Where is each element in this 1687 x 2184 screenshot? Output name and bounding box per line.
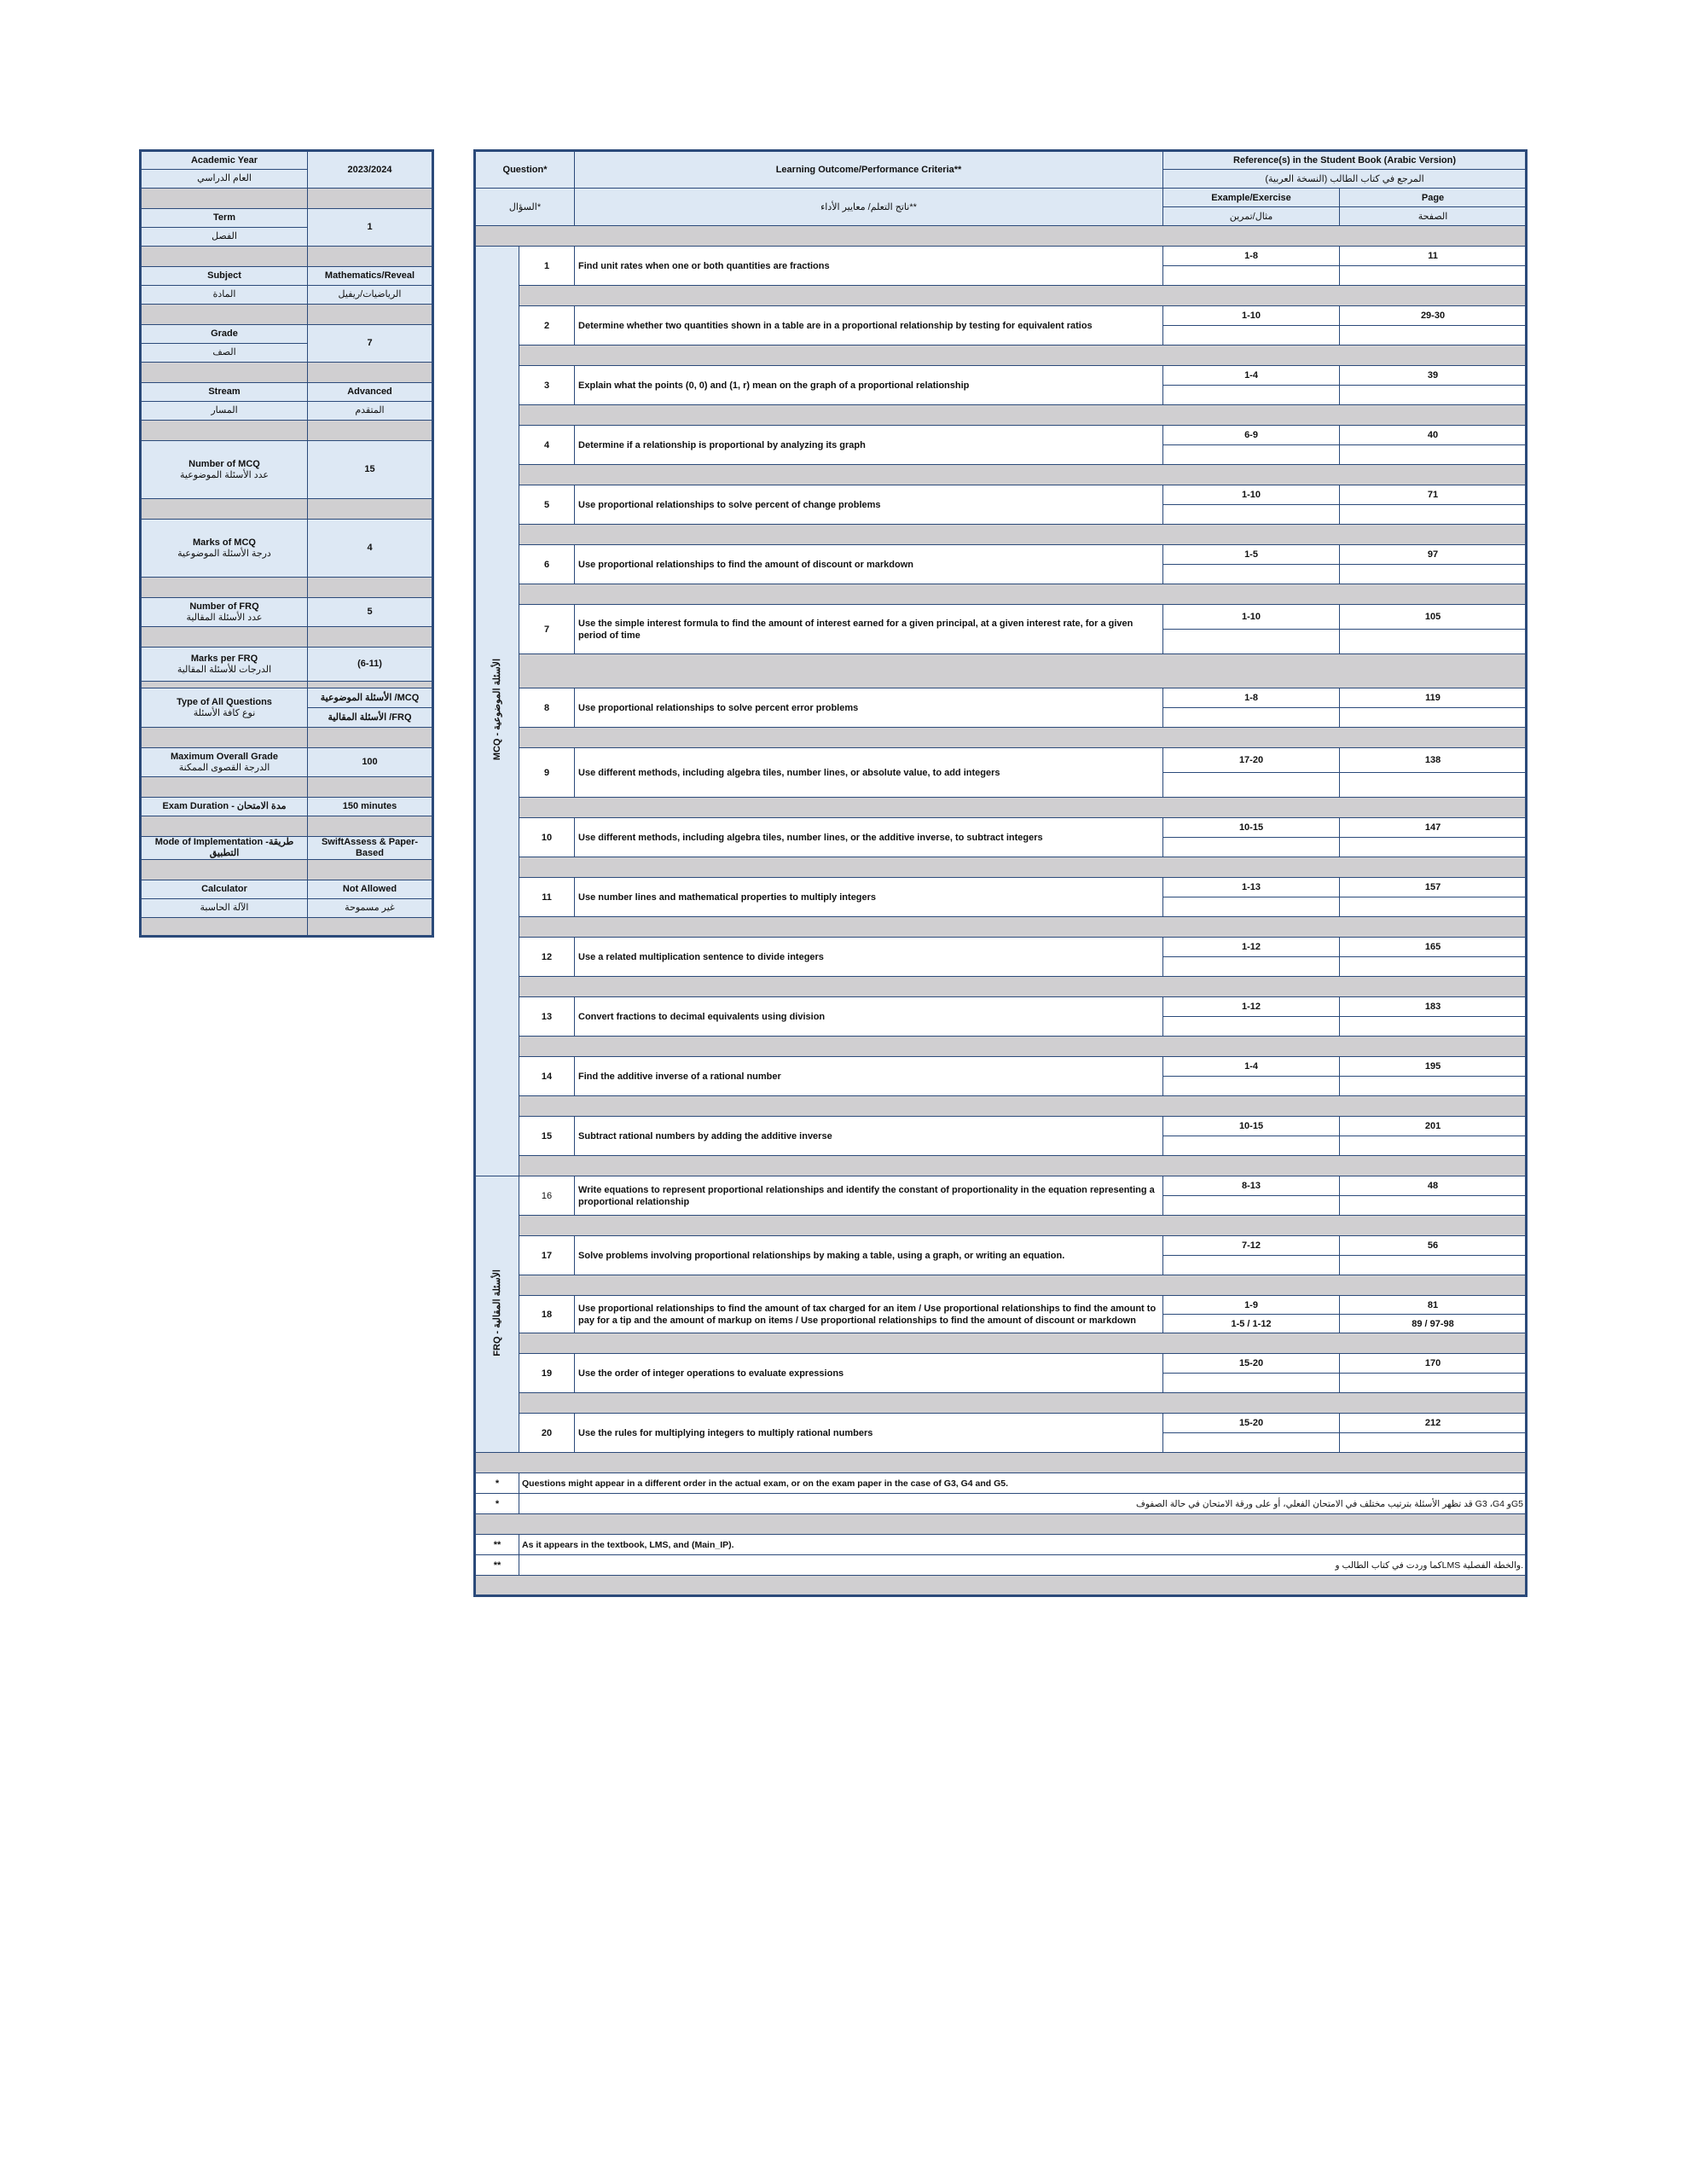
question-number: 1 [519,247,575,286]
question-row [475,1296,1527,1315]
example-exercise: 1-5 [1163,545,1340,565]
page-ref: 105 [1340,605,1527,630]
example-exercise-2 [1163,957,1340,977]
example-exercise: 6-9 [1163,426,1340,445]
learning-outcome: Find unit rates when one or both quantities are fractions [575,247,1163,286]
learning-outcome: Find the additive inverse of a rational number [575,1057,1163,1096]
learning-outcome: Determine whether two quantities shown in a table are in a proportional relationship by testing for equivalent ratios [575,306,1163,346]
type-questions-label: Type of All Questions نوع كافة الأسئلة [141,688,308,728]
example-exercise: 1-13 [1163,878,1340,897]
example-exercise: 7-12 [1163,1236,1340,1256]
page-ref: 11 [1340,247,1527,266]
learning-outcome: Convert fractions to decimal equivalents using division [575,997,1163,1037]
question-row [475,1176,1527,1196]
subject-label: Subject [141,267,308,286]
question-number: 7 [519,605,575,654]
calculator-label: Calculator [141,880,308,899]
example-exercise: 8-13 [1163,1176,1340,1196]
learning-outcome: Explain what the points (0, 0) and (1, r) mean on the graph of a proportional relationship [575,366,1163,405]
note-mark: ** [475,1535,519,1555]
exam-blueprint-table [473,149,1528,1597]
question-row [475,545,1527,565]
note-mark: * [475,1494,519,1514]
question-number: 8 [519,688,575,728]
question-number: 10 [519,818,575,857]
page-ref: 201 [1340,1117,1527,1136]
page-ref: 97 [1340,545,1527,565]
page-ref-2 [1340,838,1527,857]
question-row [475,997,1527,1017]
example-exercise: 1-10 [1163,306,1340,326]
example-exercise-2 [1163,1077,1340,1096]
page-header: Page [1340,189,1527,207]
example-exercise-2 [1163,445,1340,465]
example-exercise: 1-4 [1163,1057,1340,1077]
page-ref-2 [1340,326,1527,346]
question-number: 12 [519,938,575,977]
question-row [475,605,1527,630]
question-number: 14 [519,1057,575,1096]
page-ref: 147 [1340,818,1527,838]
subject-label-ar: المادة [141,286,308,305]
example-exercise-2 [1163,1136,1340,1156]
stream-label: Stream [141,383,308,402]
number-mcq-value: 15 [308,441,433,499]
question-row [475,748,1527,773]
number-mcq-label: Number of MCQ عدد الأسئلة الموضوعية [141,441,308,499]
type-frq-value: الأسئلة المقالية /FRQ [308,708,433,728]
example-exercise: 1-8 [1163,688,1340,708]
question-row [475,247,1527,266]
learning-outcome: Use the simple interest formula to find the amount of interest earned for a given principal, at a given interest rate, for a given period of time [575,605,1163,654]
example-exercise-2 [1163,1433,1340,1453]
learning-outcome: Use proportional relationships to solve percent of change problems [575,485,1163,525]
term-label-ar: الفصل [141,228,308,247]
example-exercise-2 [1163,386,1340,405]
example-exercise-2 [1163,838,1340,857]
page-ref: 39 [1340,366,1527,386]
question-header-ar: السؤال* [475,189,575,226]
example-header-ar: مثال/تمرين [1163,207,1340,226]
page-ref-2 [1340,1433,1527,1453]
marks-mcq-value: 4 [308,520,433,578]
question-number: 13 [519,997,575,1037]
question-number: 3 [519,366,575,405]
example-exercise-2 [1163,266,1340,286]
note-row [475,1473,1527,1494]
page-ref: 157 [1340,878,1527,897]
learning-outcome: Determine if a relationship is proportional by analyzing its graph [575,426,1163,465]
page-ref: 56 [1340,1236,1527,1256]
page-ref-2 [1340,445,1527,465]
marks-frq-value: (6-11) [308,648,433,682]
mode-label: Mode of Implementation -طريقة التطبيق [141,837,308,860]
question-row [475,1117,1527,1136]
example-exercise-2 [1163,565,1340,584]
learning-outcome: Use a related multiplication sentence to divide integers [575,938,1163,977]
academic-year-label: Academic Year [141,151,308,170]
page-ref: 81 [1340,1296,1527,1315]
academic-year-label-ar: العام الدراسي [141,170,308,189]
learning-outcome: Use different methods, including algebra tiles, number lines, or the additive inverse, to subtract integers [575,818,1163,857]
frq-section-label: FRQ - الأسئلة المقالية [475,1176,519,1453]
example-exercise-2 [1163,708,1340,728]
type-mcq-value: الأسئلة الموضوعية /MCQ [308,688,433,708]
learning-outcome: Use the rules for multiplying integers to multiply rational numbers [575,1414,1163,1453]
learning-outcome: Subtract rational numbers by adding the additive inverse [575,1117,1163,1156]
note-row [475,1494,1527,1514]
page-ref: 48 [1340,1176,1527,1196]
page-ref: 29-30 [1340,306,1527,326]
question-row [475,1057,1527,1077]
page-ref-2 [1340,1196,1527,1216]
example-exercise-2 [1163,773,1340,798]
note-mark: ** [475,1555,519,1576]
example-exercise-2 [1163,326,1340,346]
grade-label-ar: الصف [141,344,308,363]
example-exercise: 17-20 [1163,748,1340,773]
page-ref: 40 [1340,426,1527,445]
calculator-value: Not Allowed [308,880,433,899]
learning-outcome: Use proportional relationships to find the amount of discount or markdown [575,545,1163,584]
number-frq-label: Number of FRQ عدد الأسئلة المقالية [141,598,308,627]
term-value: 1 [308,209,433,247]
page-ref-2 [1340,1077,1527,1096]
question-row [475,485,1527,505]
question-number: 16 [519,1176,575,1216]
duration-value: 150 minutes [308,798,433,816]
question-number: 17 [519,1236,575,1275]
page-ref-2: 89 / 97-98 [1340,1315,1527,1333]
mode-value: SwiftAssess & Paper-Based [308,837,433,860]
stream-value: Advanced [308,383,433,402]
page-ref: 212 [1340,1414,1527,1433]
note-row [475,1535,1527,1555]
number-frq-value: 5 [308,598,433,627]
learning-outcome: Write equations to represent proportional relationships and identify the constant of proportionality in the equation representing a proportional relationship [575,1176,1163,1216]
question-number: 2 [519,306,575,346]
example-exercise: 15-20 [1163,1354,1340,1374]
page-ref-2 [1340,1374,1527,1393]
example-exercise: 1-9 [1163,1296,1340,1315]
page-ref: 195 [1340,1057,1527,1077]
question-number: 9 [519,748,575,798]
example-exercise-2 [1163,1374,1340,1393]
question-header: Question* [475,151,575,189]
question-row [475,1354,1527,1374]
subject-value-ar: الرياضيات/ريفيل [308,286,433,305]
example-exercise: 1-10 [1163,605,1340,630]
page-ref-2 [1340,1017,1527,1037]
page-ref: 71 [1340,485,1527,505]
page-header-ar: الصفحة [1340,207,1527,226]
page-ref-2 [1340,505,1527,525]
grade-value: 7 [308,325,433,363]
question-row [475,306,1527,326]
example-exercise-2 [1163,897,1340,917]
example-exercise-2 [1163,505,1340,525]
page-ref-2 [1340,1136,1527,1156]
example-exercise-2 [1163,630,1340,654]
question-number: 4 [519,426,575,465]
question-number: 15 [519,1117,575,1156]
example-exercise: 1-8 [1163,247,1340,266]
example-exercise-2 [1163,1196,1340,1216]
page-ref-2 [1340,708,1527,728]
term-label: Term [141,209,308,228]
duration-label: Exam Duration - مدة الامتحان [141,798,308,816]
question-row [475,1414,1527,1433]
question-row [475,878,1527,897]
mcq-section-label: MCQ - الأسئلة الموضوعية [475,247,519,1176]
question-number: 11 [519,878,575,917]
learning-outcome: Use number lines and mathematical properties to multiply integers [575,878,1163,917]
page-ref: 170 [1340,1354,1527,1374]
example-exercise-2 [1163,1256,1340,1275]
reference-header: Reference(s) in the Student Book (Arabic Version) [1163,151,1527,170]
grade-label: Grade [141,325,308,344]
note-row [475,1555,1527,1576]
calculator-label-ar: الآلة الحاسبة [141,899,308,918]
page-ref-2 [1340,1256,1527,1275]
page-ref: 138 [1340,748,1527,773]
example-exercise-2: 1-5 / 1-12 [1163,1315,1340,1333]
learning-outcome-header: Learning Outcome/Performance Criteria** [575,151,1163,189]
learning-outcome: Use different methods, including algebra tiles, number lines, or absolute value, to add integers [575,748,1163,798]
question-number: 6 [519,545,575,584]
max-grade-label: Maximum Overall Grade الدرجة القصوى الممكنة [141,748,308,777]
note-text: Questions might appear in a different order in the actual exam, or on the exam paper in the case of G3, G4 and G5. [519,1473,1527,1494]
page-ref-2 [1340,565,1527,584]
example-exercise: 1-4 [1163,366,1340,386]
page-ref-2 [1340,386,1527,405]
example-exercise: 10-15 [1163,1117,1340,1136]
subject-value: Mathematics/Reveal [308,267,433,286]
example-exercise: 1-10 [1163,485,1340,505]
exam-info-table [139,149,434,938]
example-header: Example/Exercise [1163,189,1340,207]
question-row [475,366,1527,386]
question-number: 20 [519,1414,575,1453]
page-ref-2 [1340,957,1527,977]
marks-mcq-label: Marks of MCQ درجة الأسئلة الموضوعية [141,520,308,578]
learning-outcome: Use proportional relationships to solve percent error problems [575,688,1163,728]
question-row [475,426,1527,445]
page-ref: 183 [1340,997,1527,1017]
question-row [475,938,1527,957]
page-ref-2 [1340,266,1527,286]
page-ref: 165 [1340,938,1527,957]
note-text: كما وردت في كتاب الطالب وLMS والخطة الفصلية. [519,1555,1527,1576]
max-grade-value: 100 [308,748,433,777]
reference-header-ar: المرجع في كتاب الطالب (النسخة العربية) [1163,170,1527,189]
marks-frq-label: Marks per FRQ الدرجات للأسئلة المقالية [141,648,308,682]
question-row [475,818,1527,838]
learning-outcome: Use the order of integer operations to evaluate expressions [575,1354,1163,1393]
question-number: 19 [519,1354,575,1393]
example-exercise: 1-12 [1163,997,1340,1017]
stream-label-ar: المسار [141,402,308,421]
stream-value-ar: المتقدم [308,402,433,421]
question-row [475,1236,1527,1256]
calculator-value-ar: غير مسموحة [308,899,433,918]
learning-outcome: Use proportional relationships to find the amount of tax charged for an item / Use proportional relationships to find the amount to pay for a tip and the amount of markup on items / Use proportional relationships to find the amount of discount or markdown [575,1296,1163,1333]
example-exercise: 15-20 [1163,1414,1340,1433]
question-number: 5 [519,485,575,525]
note-text: قد تظهر الأسئلة بترتيب مختلف في الامتحان الفعلي، أو على ورقة الامتحان في حالة الصفوف G3 ،G4 وG5 [519,1494,1527,1514]
note-mark: * [475,1473,519,1494]
example-exercise: 1-12 [1163,938,1340,957]
learning-outcome-header-ar: ناتج التعلم/ معايير الأداء** [575,189,1163,226]
note-text: As it appears in the textbook, LMS, and (Main_IP). [519,1535,1527,1555]
page-ref-2 [1340,773,1527,798]
learning-outcome: Solve problems involving proportional relationships by making a table, using a graph, or writing an equation. [575,1236,1163,1275]
page-ref: 119 [1340,688,1527,708]
page-ref-2 [1340,630,1527,654]
question-number: 18 [519,1296,575,1333]
example-exercise-2 [1163,1017,1340,1037]
academic-year-value: 2023/2024 [308,151,433,189]
example-exercise: 10-15 [1163,818,1340,838]
page-ref-2 [1340,897,1527,917]
question-row [475,688,1527,708]
